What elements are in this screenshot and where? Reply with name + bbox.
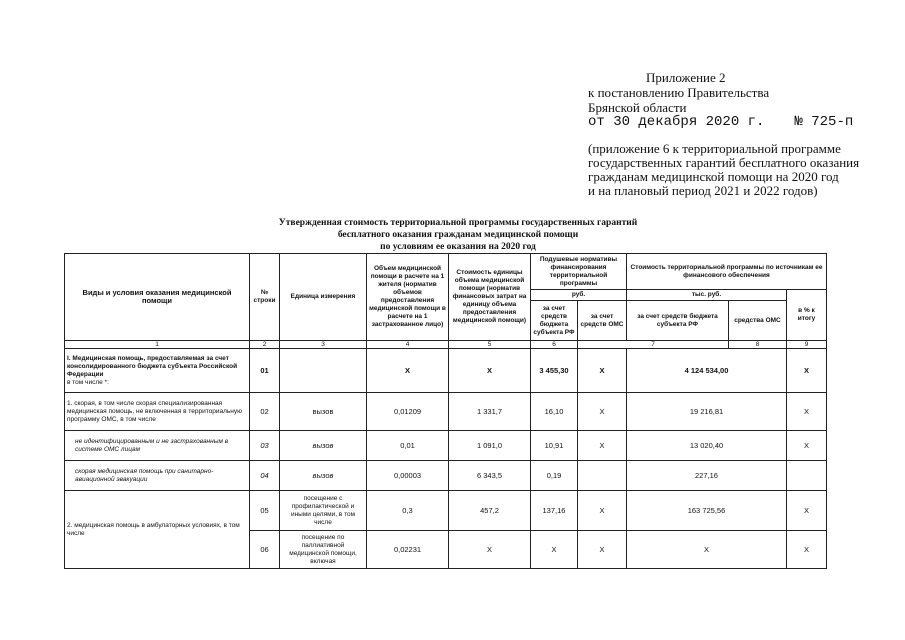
table-title bbox=[258, 217, 658, 253]
column-number: 3 bbox=[280, 341, 367, 349]
row-pc-budget: 10,91 bbox=[531, 431, 578, 461]
header-types: Виды и условия оказания медицинской помощи bbox=[65, 254, 250, 341]
table-row bbox=[65, 393, 827, 431]
row-pr-budget: 19 216,81 bbox=[627, 393, 787, 431]
column-number: 8 bbox=[729, 341, 787, 349]
cost-table bbox=[64, 253, 827, 569]
row-unit: посещение с профилактической и иными целями, в том числе bbox=[280, 491, 367, 531]
row-pc-budget: 3 455,30 bbox=[531, 349, 578, 393]
note-line-4: и на плановый период 2021 и 2022 годов) bbox=[588, 183, 818, 198]
header-oms: за счет средств ОМС bbox=[578, 301, 627, 341]
header-oms-2: средства ОМС bbox=[729, 301, 787, 341]
appendix-line-3: Брянской области bbox=[588, 100, 687, 115]
appendix-number: № 725-п bbox=[794, 114, 854, 130]
row-pc-oms: Х bbox=[578, 491, 627, 531]
appendix-block bbox=[588, 70, 853, 130]
row-pc-oms bbox=[578, 461, 627, 491]
row-pr-budget: 4 124 534,00 bbox=[627, 349, 787, 393]
row-pc-budget: Х bbox=[531, 531, 578, 569]
row-cost: 1 331,7 bbox=[449, 393, 531, 431]
row-pc-budget: 137,16 bbox=[531, 491, 578, 531]
row-pc-oms: Х bbox=[578, 431, 627, 461]
row-pr-budget: 227,16 bbox=[627, 461, 787, 491]
row-number: 04 bbox=[250, 461, 280, 491]
row-name-sub: в том числе *: bbox=[67, 378, 109, 386]
row-pr-oms: Х bbox=[787, 431, 827, 461]
row-name: скорая медицинская помощь при санитарно-авиационной эвакуации bbox=[65, 461, 250, 491]
row-pc-oms: Х bbox=[578, 531, 627, 569]
header-cost-program: Стоимость территориальной программы по источникам ее финансового обеспечения bbox=[627, 254, 827, 290]
table-row bbox=[65, 431, 827, 461]
header-percent: в % к итогу bbox=[787, 290, 827, 341]
row-volume: Х bbox=[367, 349, 449, 393]
row-unit: вызов bbox=[280, 393, 367, 431]
table-row bbox=[65, 349, 827, 393]
column-number: 2 bbox=[250, 341, 280, 349]
column-number: 5 bbox=[449, 341, 531, 349]
row-number: 01 bbox=[250, 349, 280, 393]
row-name: не идентифицированным и не застрахованным в системе ОМС лицам bbox=[65, 431, 250, 461]
row-number: 05 bbox=[250, 491, 280, 531]
header-budget-rf: за счет средств бюджета субъекта РФ bbox=[531, 301, 578, 341]
row-pr-oms: Х bbox=[787, 491, 827, 531]
appendix-line-2: к постановлению Правительства bbox=[588, 85, 770, 100]
row-volume: 0,00003 bbox=[367, 461, 449, 491]
header-unit: Единица измерения bbox=[280, 254, 367, 341]
row-unit: вызов bbox=[280, 431, 367, 461]
note-line-3: гражданам медицинской помощи на 2020 год bbox=[588, 169, 839, 184]
row-name: 2. медицинская помощь в амбулаторных условиях, в том числе bbox=[65, 491, 250, 569]
header-budget-rf-2: за счет средств бюджета субъекта РФ bbox=[627, 301, 729, 341]
column-number: 1 bbox=[65, 341, 250, 349]
row-number: 02 bbox=[250, 393, 280, 431]
row-pr-oms: Х bbox=[787, 393, 827, 431]
column-number: 7 bbox=[578, 341, 729, 349]
header-volume: Объем медицинской помощи в расчете на 1 жителя (норматив объемов предоставления медицинской помощи в расчете на 1 застрахованное лицо) bbox=[367, 254, 449, 341]
row-pr-oms: Х bbox=[787, 531, 827, 569]
row-pc-budget: 16,10 bbox=[531, 393, 578, 431]
row-volume: 0,3 bbox=[367, 491, 449, 531]
table-row bbox=[65, 461, 827, 491]
row-pc-oms: Х bbox=[578, 349, 627, 393]
row-pc-budget: 0,19 bbox=[531, 461, 578, 491]
row-unit: посещение по паллиативной медицинской помощи, включая bbox=[280, 531, 367, 569]
appendix-date: от 30 декабря 2020 г. bbox=[588, 114, 765, 130]
row-pr-budget: 163 725,56 bbox=[627, 491, 787, 531]
row-cost: 457,2 bbox=[449, 491, 531, 531]
header-thousand-rub: тыс. руб. bbox=[627, 290, 787, 301]
row-cost: Х bbox=[449, 349, 531, 393]
row-name: 1. скорая, в том числе скорая специализированная медицинская помощь, не включенная в территориальную программу ОМС, в том числе bbox=[65, 393, 250, 431]
row-name bbox=[65, 349, 250, 393]
row-unit bbox=[280, 349, 367, 393]
row-pr-oms: Х bbox=[787, 349, 827, 393]
note-line-1: (приложение 6 к территориальной программе bbox=[588, 141, 841, 156]
row-volume: 0,01 bbox=[367, 431, 449, 461]
header-rub: руб. bbox=[531, 290, 627, 301]
header-row-1 bbox=[65, 254, 827, 290]
row-cost: Х bbox=[449, 531, 531, 569]
column-number: 4 bbox=[367, 341, 449, 349]
row-pc-oms: Х bbox=[578, 393, 627, 431]
row-pr-oms bbox=[787, 461, 827, 491]
row-pr-budget: Х bbox=[627, 531, 787, 569]
appendix-date-line bbox=[588, 115, 853, 130]
row-volume: 0,02231 bbox=[367, 531, 449, 569]
row-number: 06 bbox=[250, 531, 280, 569]
row-cost: 1 091,0 bbox=[449, 431, 531, 461]
column-numbers-row bbox=[65, 341, 827, 349]
column-number: 9 bbox=[787, 341, 827, 349]
appendix-note bbox=[588, 142, 888, 198]
note-line-2: государственных гарантий бесплатного оказания bbox=[588, 155, 860, 170]
row-pr-budget: 13 020,40 bbox=[627, 431, 787, 461]
column-number: 6 bbox=[531, 341, 578, 349]
header-line-no: № строки bbox=[250, 254, 280, 341]
table-row bbox=[65, 491, 827, 531]
table-title-line-2: бесплатного оказания гражданам медицинской помощи bbox=[337, 230, 579, 240]
header-cost-unit: Стоимость единицы объема медицинской помощи (норматив финансовых затрат на единицу объема предоставления медицинской помощи) bbox=[449, 254, 531, 341]
row-unit: вызов bbox=[280, 461, 367, 491]
appendix-title: Приложение 2 bbox=[646, 70, 726, 85]
row-name-text: I. Медицинская помощь, предоставляемая за счет консолидированного бюджета субъекта Российской Федерации bbox=[67, 354, 238, 378]
table-title-line-1: Утвержденная стоимость территориальной программы государственных гарантий bbox=[278, 218, 638, 228]
row-volume: 0,01209 bbox=[367, 393, 449, 431]
header-per-capita: Подушевые нормативы финансирования территориальной программы bbox=[531, 254, 627, 290]
table-title-line-3: по условиям ее оказания на 2020 год bbox=[380, 242, 536, 252]
row-cost: 6 343,5 bbox=[449, 461, 531, 491]
row-number: 03 bbox=[250, 431, 280, 461]
